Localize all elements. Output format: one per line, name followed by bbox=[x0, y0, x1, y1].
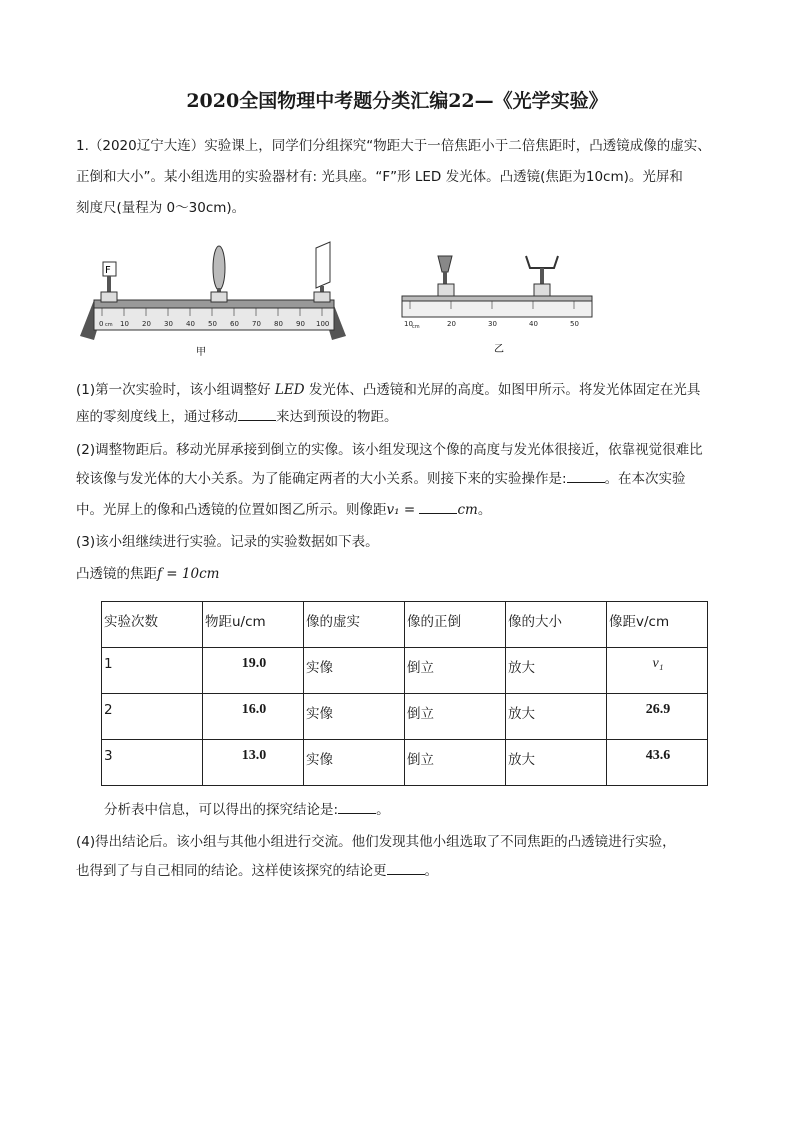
caption-yi: 乙 bbox=[494, 344, 504, 355]
bench-yi-labels bbox=[404, 320, 579, 330]
part2-line2-a: 较该像与发光体的大小关系。为了能确定两者的大小关系。则接下来的实验操作是: bbox=[76, 471, 567, 487]
bench-yi bbox=[402, 256, 592, 355]
led-term: LED bbox=[274, 382, 305, 398]
table-cell: 3 bbox=[102, 740, 203, 786]
part4-line2-b: 。 bbox=[424, 863, 438, 879]
data-table bbox=[101, 601, 708, 786]
answer-blank-4[interactable] bbox=[338, 801, 376, 814]
table-cell: 放大 bbox=[506, 740, 607, 786]
answer-blank-2[interactable] bbox=[567, 470, 605, 483]
table-row bbox=[102, 694, 708, 740]
header-cell: 物距u/cm bbox=[203, 602, 304, 648]
analysis-line bbox=[104, 797, 754, 823]
tick-label: 20 bbox=[142, 320, 151, 328]
part2-line3-a: 中。光屏上的像和凸透镜的位置如图乙所示。则像距 bbox=[76, 502, 387, 518]
table-cell: 倒立 bbox=[405, 648, 506, 694]
part1-line2-a: 座的零刻度线上，通过移动 bbox=[76, 409, 238, 425]
table-cell: 19.0 bbox=[203, 648, 304, 694]
tick-label: 10 bbox=[404, 320, 413, 328]
part2-line-3 bbox=[76, 497, 726, 523]
tick-label: 40 bbox=[529, 320, 538, 328]
tick-unit: cm bbox=[105, 322, 113, 328]
table-cell: 实像 bbox=[304, 694, 405, 740]
part1-text-a: (1)第一次实验时，该小组调整好 bbox=[76, 382, 275, 398]
part1-text-b: 发光体、凸透镜和光屏的高度。如图甲所示。将发光体固定在光具 bbox=[304, 382, 701, 398]
screen-yi-holder bbox=[534, 284, 550, 296]
lens-yi-stand bbox=[443, 272, 447, 284]
header-cell: 像距v/cm bbox=[607, 602, 708, 648]
answer-blank-3[interactable] bbox=[419, 501, 457, 514]
table-cell: 1 bbox=[102, 648, 203, 694]
lens-yi-holder bbox=[438, 284, 454, 296]
table-cell: 实像 bbox=[304, 648, 405, 694]
tick-label: 90 bbox=[296, 320, 305, 328]
table-cell: 倒立 bbox=[405, 740, 506, 786]
tick-label: 50 bbox=[208, 320, 217, 328]
part3-line-1: (3)该小组继续进行实验。记录的实验数据如下表。 bbox=[76, 534, 379, 550]
f-label: F bbox=[105, 265, 111, 276]
tick-label: 80 bbox=[274, 320, 283, 328]
caption-jia: 甲 bbox=[196, 347, 206, 358]
part2-line-2 bbox=[76, 466, 726, 492]
focal-value: f = 10cm bbox=[157, 566, 220, 582]
table-cell: v₁ bbox=[607, 648, 708, 694]
table-cell: 实像 bbox=[304, 740, 405, 786]
focal-text: 凸透镜的焦距 bbox=[76, 566, 157, 582]
tick-label: 70 bbox=[252, 320, 261, 328]
convex-lens bbox=[213, 246, 225, 290]
optical-bench-figure bbox=[76, 238, 616, 363]
bench-rail-yi bbox=[402, 296, 592, 301]
part1-line-1 bbox=[76, 377, 726, 403]
table-cell: 43.6 bbox=[607, 740, 708, 786]
tick-label: 40 bbox=[186, 320, 195, 328]
header-cell: 像的正倒 bbox=[405, 602, 506, 648]
tick-unit: cm bbox=[412, 324, 420, 330]
f-holder bbox=[101, 292, 117, 302]
header-cell: 实验次数 bbox=[102, 602, 203, 648]
part4-line2-a: 也得到了与自己相同的结论。这样使该探究的结论更 bbox=[76, 863, 387, 879]
table-row bbox=[102, 648, 708, 694]
question-line-1: 1.（2020辽宁大连）实验课上，同学们分组探究“物距大于一倍焦距小于二倍焦距时，凸透镜成像的虚实、 bbox=[76, 138, 711, 154]
table-cell: 13.0 bbox=[203, 740, 304, 786]
f-stand bbox=[107, 276, 111, 292]
v1-symbol: v₁ = bbox=[386, 502, 420, 518]
focal-length-line bbox=[76, 561, 726, 587]
header-cell: 像的虚实 bbox=[304, 602, 405, 648]
answer-blank-5[interactable] bbox=[387, 862, 425, 875]
table-cell: 2 bbox=[102, 694, 203, 740]
light-screen bbox=[316, 242, 330, 288]
screen-yi bbox=[526, 256, 558, 268]
table-row bbox=[102, 740, 708, 786]
table-header-row bbox=[102, 602, 708, 648]
table-cell: 倒立 bbox=[405, 694, 506, 740]
lens-yi bbox=[438, 256, 452, 272]
table-cell: 16.0 bbox=[203, 694, 304, 740]
part4-line-1: (4)得出结论后。该小组与其他小组进行交流。他们发现其他小组选取了不同焦距的凸透镜进行实验， bbox=[76, 834, 676, 850]
table-cell: 26.9 bbox=[607, 694, 708, 740]
part4-line-2 bbox=[76, 858, 726, 884]
header-cell: 像的大小 bbox=[506, 602, 607, 648]
part2-line-1: (2)调整物距后。移动光屏承接到倒立的实像。该小组发现这个像的高度与发光体很接近，依靠视觉很难比 bbox=[76, 442, 703, 458]
tick-label: 60 bbox=[230, 320, 239, 328]
unit-cm: cm bbox=[457, 502, 478, 518]
bench-scale-yi bbox=[402, 301, 592, 317]
bench-jia bbox=[80, 242, 346, 358]
table-cell: 放大 bbox=[506, 648, 607, 694]
screen-yi-stand bbox=[540, 268, 544, 284]
question-line-3: 刻度尺(量程为 0～30cm)。 bbox=[76, 200, 246, 216]
answer-blank-1[interactable] bbox=[238, 408, 276, 421]
part1-line-2 bbox=[76, 404, 726, 430]
lens-holder bbox=[211, 292, 227, 302]
tick-label: 30 bbox=[488, 320, 497, 328]
screen-holder bbox=[314, 292, 330, 302]
tick-label: 100 bbox=[316, 320, 330, 328]
tick-label: 50 bbox=[570, 320, 579, 328]
question-line-2: 正倒和大小”。某小组选用的实验器材有: 光具座。“F”形 LED 发光体。凸透镜(焦距为10cm)。光屏和 bbox=[76, 169, 683, 185]
tick-label: 30 bbox=[164, 320, 173, 328]
part2-line2-b: 。在本次实验 bbox=[604, 471, 686, 487]
table-cell: 放大 bbox=[506, 694, 607, 740]
tick-label: 10 bbox=[120, 320, 129, 328]
document-title: 2020全国物理中考题分类汇编22—《光学实验》 bbox=[186, 90, 608, 112]
part1-line2-b: 来达到预设的物距。 bbox=[276, 409, 398, 425]
tick-label: 20 bbox=[447, 320, 456, 328]
analysis-end: 。 bbox=[376, 802, 390, 818]
tick-label: 0 bbox=[99, 320, 104, 328]
analysis-text: 分析表中信息，可以得出的探究结论是: bbox=[104, 802, 339, 818]
part2-end: 。 bbox=[477, 502, 492, 518]
